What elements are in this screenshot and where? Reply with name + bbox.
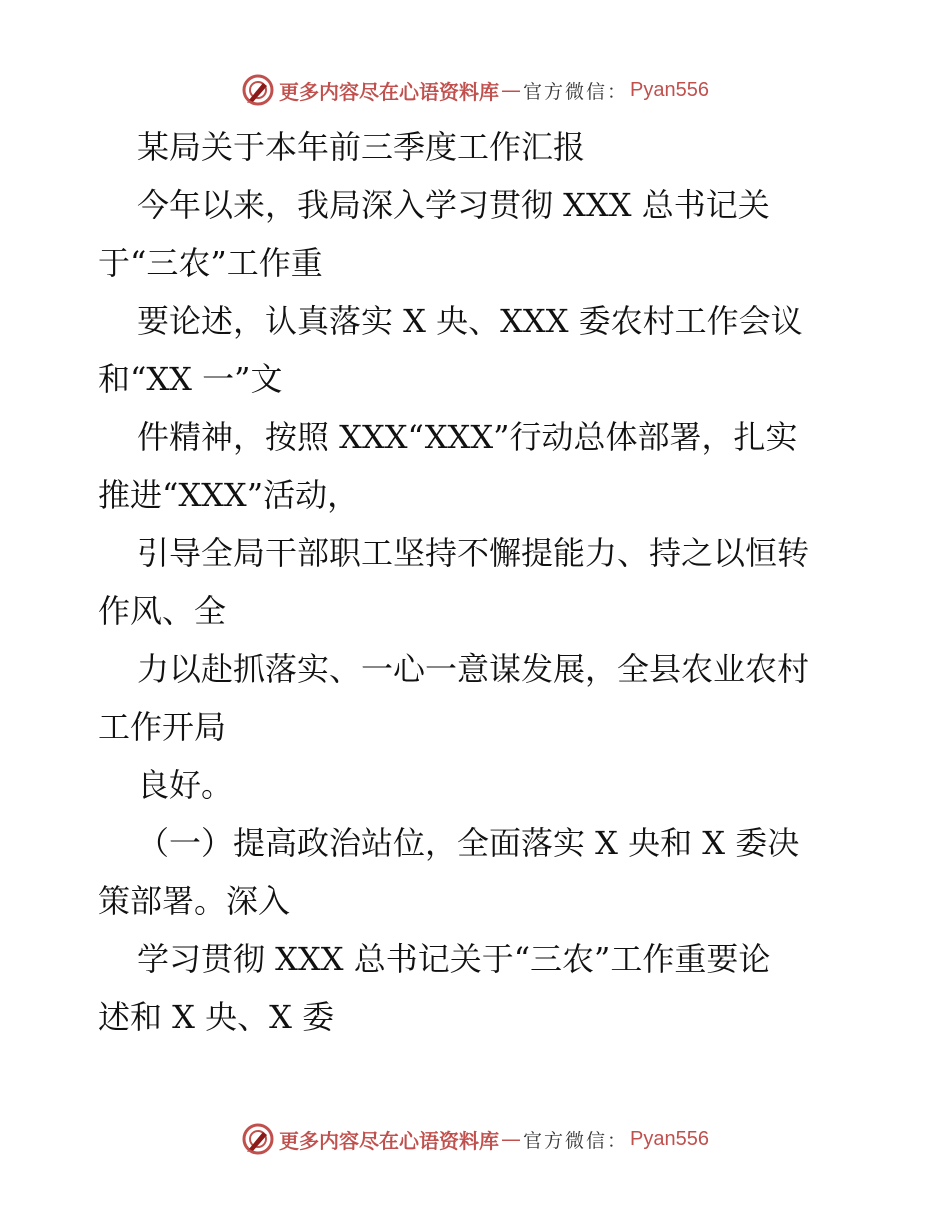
paragraph-line: 今年以来，我局深入学习贯彻 XXX 总书记关 [137,186,770,224]
banner-subtitle: 官方微信： [523,1129,629,1152]
paragraph-line: 策部署。深入 [98,882,291,920]
banner-dash: — [501,78,521,102]
banner-title: 更多内容尽在心语资料库 [279,1128,499,1153]
banner-subtitle: 官方微信： [523,80,629,103]
paragraph-line: 件精神，按照 XXX“XXX”行动总体部署，扎实 [137,418,798,456]
paragraph-line: 于“三农”工作重 [98,244,323,282]
banner-wechat-id: Pyan556 [630,1127,709,1150]
paragraph-line: 引导全局干部职工坚持不懈提能力、持之以恒转 [137,534,810,572]
paragraph-line: 述和 X 央、X 委 [98,998,335,1036]
logo-pen-icon [241,1122,275,1156]
logo-pen-icon [241,73,275,107]
banner-title: 更多内容尽在心语资料库 [279,79,499,104]
banner-wechat-id: Pyan556 [630,78,709,101]
paragraph-line: 力以赴抓落实、一心一意谋发展，全县农业农村 [137,650,810,688]
paragraph-line: 工作开局 [98,708,227,746]
section-heading-line: （一）提高政治站位，全面落实 X 央和 X 委决 [137,824,800,862]
paragraph-line: 学习贯彻 XXX 总书记关于“三农”工作重要论 [137,940,771,978]
document-title: 某局关于本年前三季度工作汇报 [137,128,586,166]
header-banner [0,70,950,110]
banner-dash: — [501,1127,521,1151]
paragraph-line: 良好。 [137,766,234,804]
paragraph-line: 作风、全 [98,592,227,630]
paragraph-line: 推进“XXX”活动， [98,476,360,514]
paragraph-line: 要论述，认真落实 X 央、XXX 委农村工作会议 [137,302,803,340]
footer-banner [0,1119,950,1159]
paragraph-line: 和“XX 一”文 [98,360,283,398]
